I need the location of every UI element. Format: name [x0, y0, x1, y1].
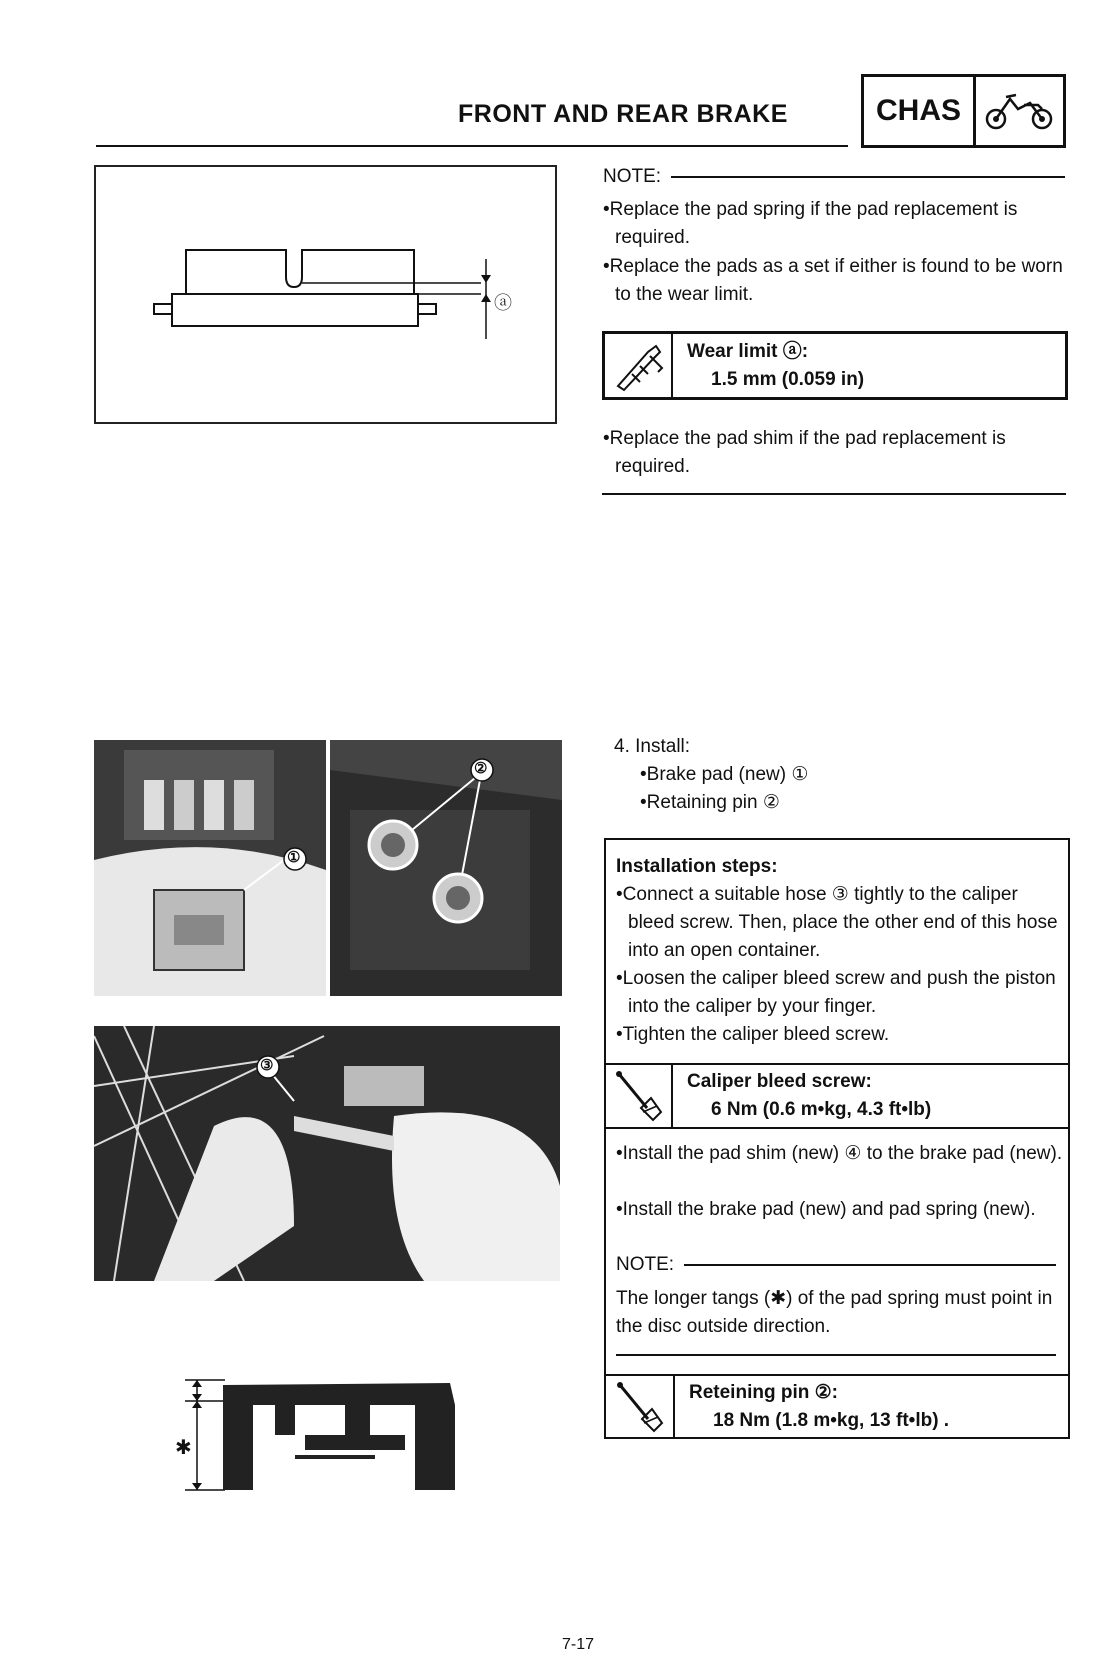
installation-bullet: •Install the brake pad (new) and pad spring (new).	[616, 1199, 1036, 1220]
note-bullet-shim: •Replace the pad shim if the pad replacement is required.	[603, 428, 1006, 477]
installation-title: Installation steps:	[616, 856, 778, 877]
step-4-heading: 4. Install:	[614, 736, 691, 757]
step-4-item: •Brake pad (new) ①	[640, 764, 809, 785]
note-bullet: •Replace the pad spring if the pad replacement is required.	[603, 199, 1018, 248]
photo-label-3: ③	[260, 1057, 274, 1074]
installation-bullet: •Loosen the caliper bleed screw and push the piston into the caliper by your finger.	[616, 968, 1056, 1017]
installation-note-end-rule	[616, 1354, 1056, 1356]
section-badge	[861, 74, 1066, 148]
installation-bullet: •Tighten the caliper bleed screw.	[616, 1024, 890, 1045]
section-code: CHAS	[864, 77, 976, 145]
page-title: FRONT AND REAR BRAKE	[458, 100, 788, 128]
photo-label-1: ①	[287, 849, 301, 866]
installation-note-heading	[616, 1254, 1056, 1276]
installation-note-label: NOTE:	[616, 1254, 675, 1275]
pad-wear-diagram	[94, 165, 557, 424]
pad-spring-diagram	[175, 1375, 475, 1495]
step-4-item: •Retaining pin ②	[640, 792, 780, 813]
page-number: 7-17	[562, 1636, 595, 1653]
header-rule	[96, 145, 848, 147]
photo-label-2: ②	[474, 760, 488, 777]
note-bullet: •Replace the pads as a set if either is found to be worn to the wear limit.	[603, 256, 1063, 305]
caliper-gauge-icon	[605, 334, 673, 397]
asterisk-label: ✱	[175, 1437, 192, 1459]
torque-spec-retaining-pin	[604, 1374, 1070, 1439]
torque-wrench-icon	[606, 1376, 675, 1437]
torque-spec-bleed-screw	[606, 1063, 1068, 1129]
torque-wrench-icon	[606, 1065, 673, 1127]
photo-brake-pads	[94, 740, 326, 996]
wear-limit-title: Wear limit ⓐ:	[687, 340, 809, 362]
note-label: NOTE:	[603, 166, 662, 187]
note-end-rule	[602, 493, 1066, 495]
installation-bullet: •Connect a suitable hose ③ tightly to the caliper bleed screw. Then, place the other end of this hose into an open container.	[616, 884, 1058, 961]
label-a: ⓐ	[494, 293, 512, 313]
photo-bleed-screw	[94, 1026, 560, 1281]
photo-caliper-pins	[330, 740, 562, 996]
note-rule	[671, 176, 1065, 178]
torque2-title: Reteining pin ②:	[689, 1381, 838, 1403]
installation-bullet: •Install the pad shim (new) ④ to the brake pad (new).	[616, 1143, 1063, 1164]
installation-note-text: The longer tangs (✱) of the pad spring must point in the disc outside direction.	[616, 1288, 1053, 1337]
torque1-title: Caliper bleed screw:	[687, 1071, 872, 1092]
wear-limit-spec	[602, 331, 1068, 400]
note-heading	[603, 166, 1065, 188]
torque2-value: 18 Nm (1.8 m•kg, 13 ft•lb) .	[713, 1409, 950, 1431]
wear-limit-value: 1.5 mm (0.059 in)	[711, 368, 865, 390]
motorcycle-icon	[976, 77, 1063, 145]
installation-note-rule	[684, 1264, 1056, 1266]
torque1-value: 6 Nm (0.6 m•kg, 4.3 ft•lb)	[711, 1099, 932, 1120]
